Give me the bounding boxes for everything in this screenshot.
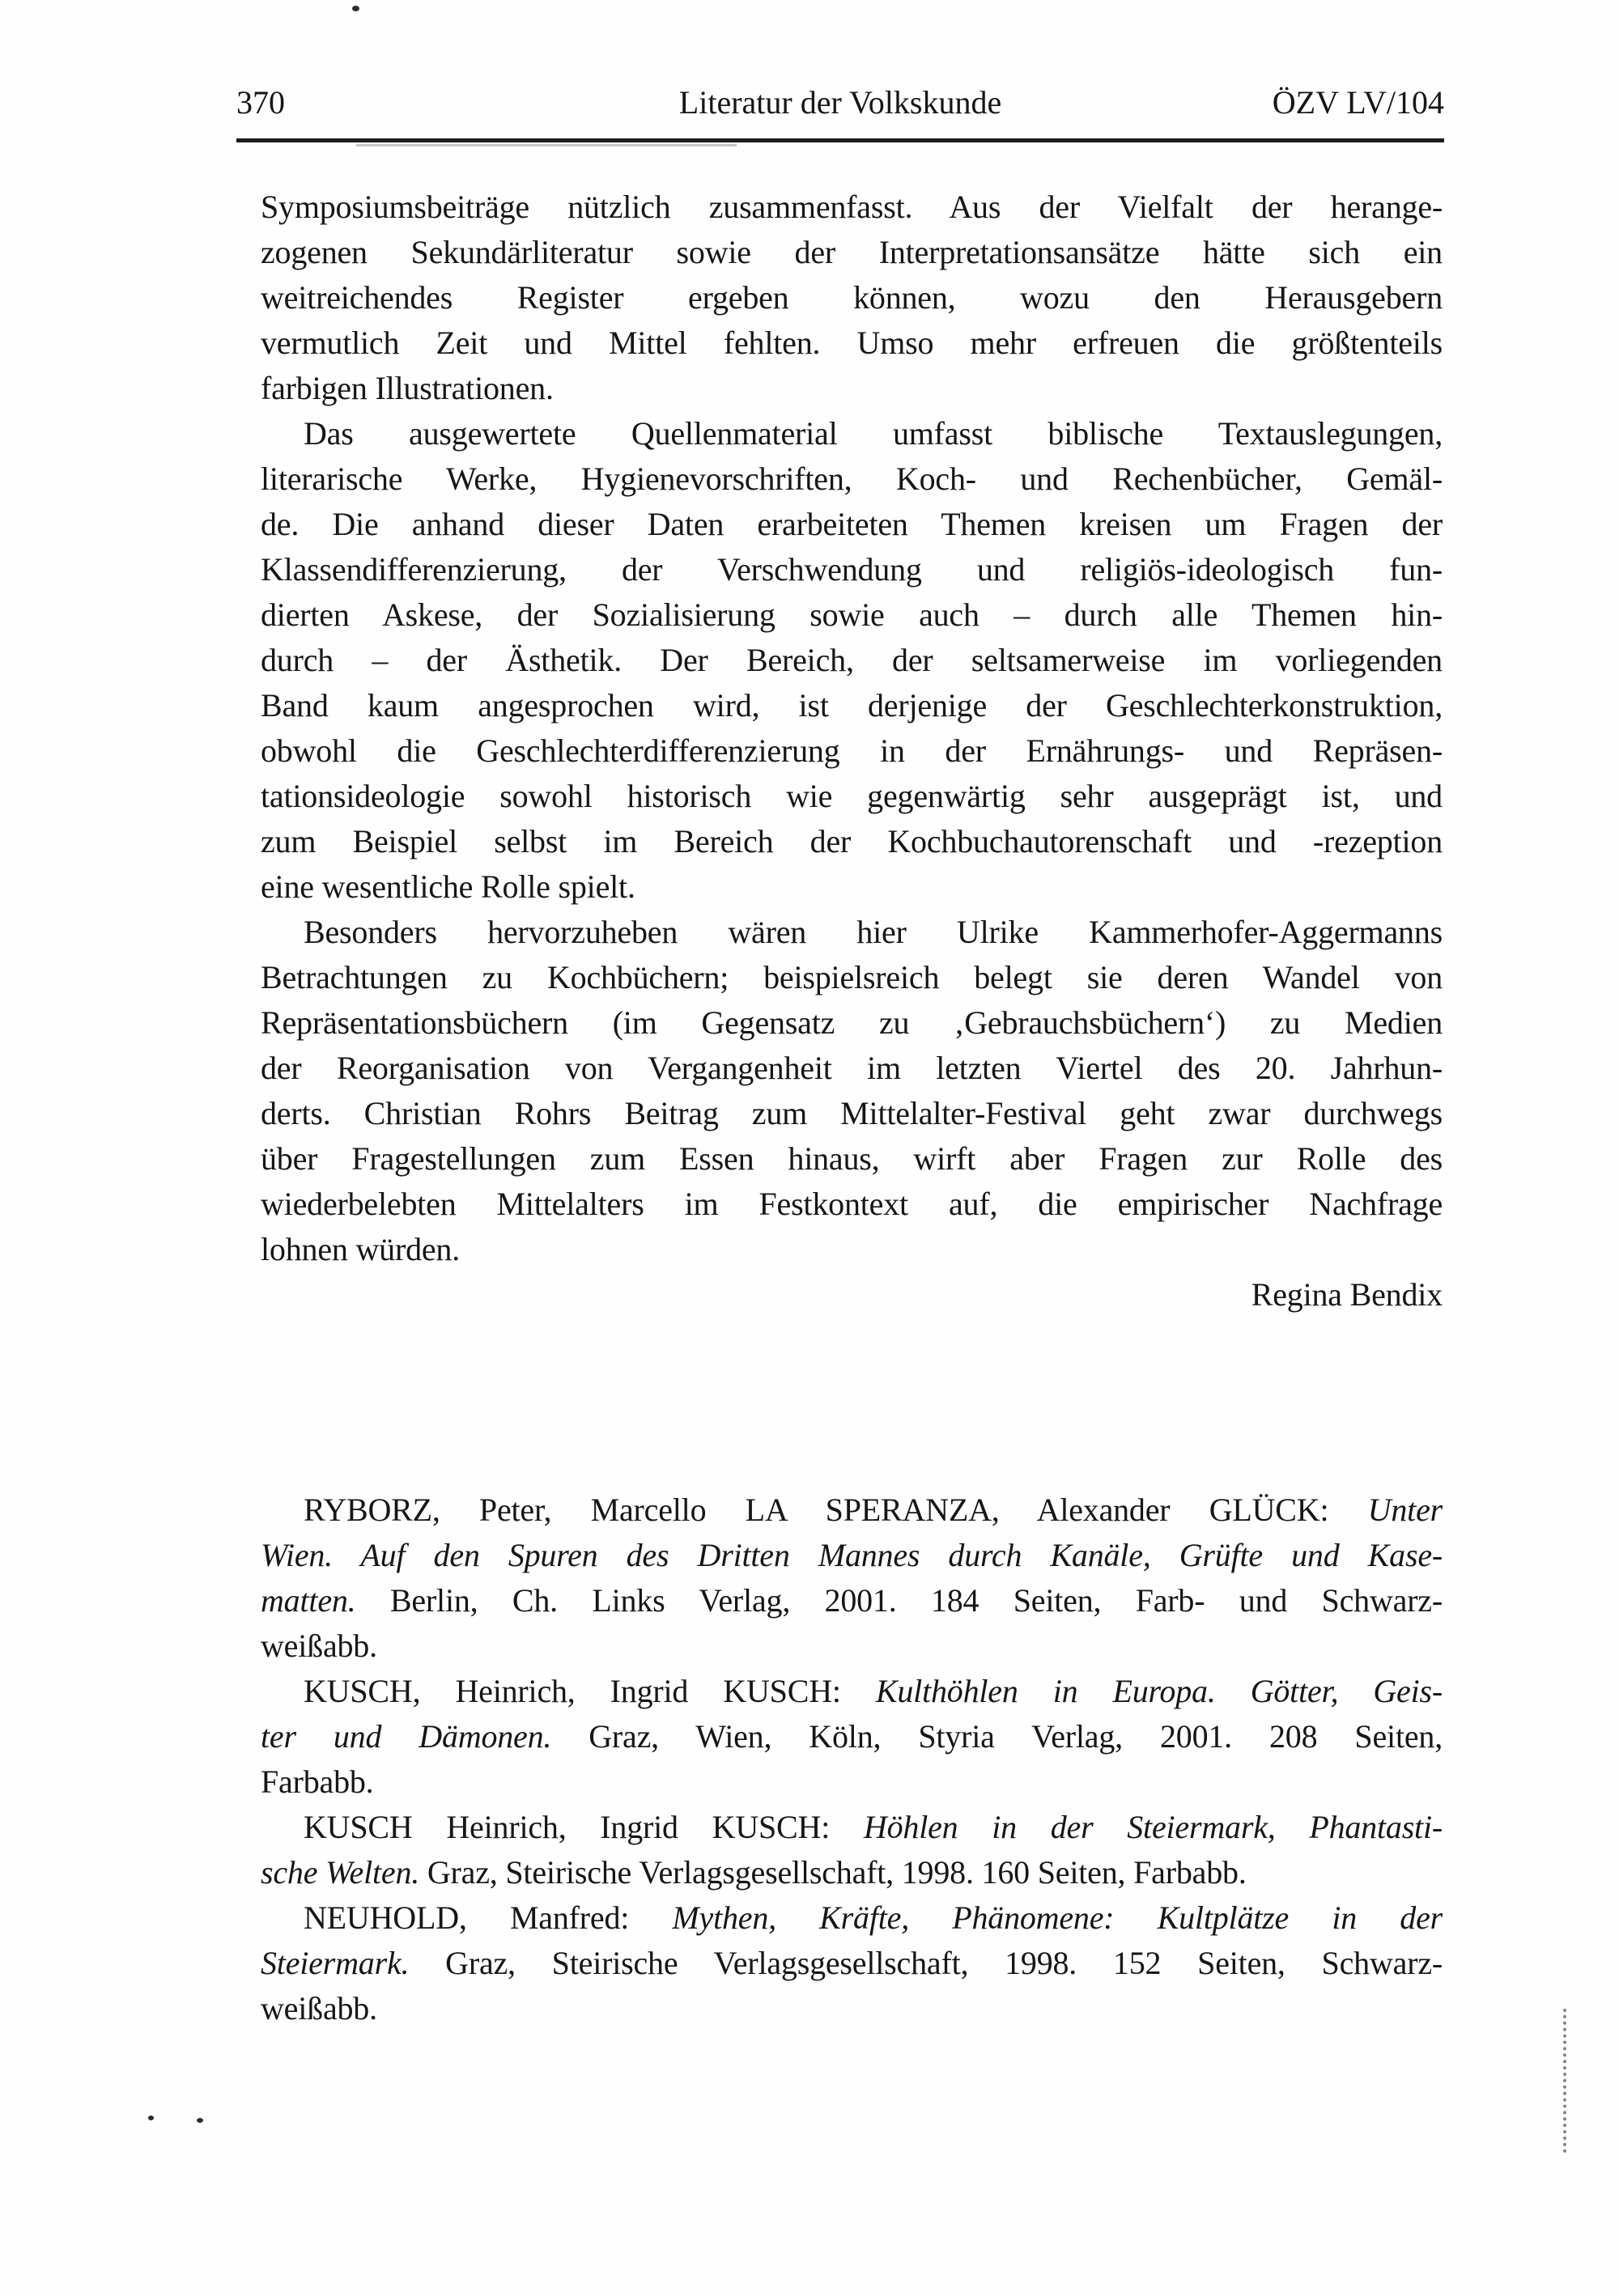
text-line [261,1578,1443,1623]
text-line [261,955,1443,1000]
text-line [261,1227,1443,1272]
text-segment: Berlin, Ch. Links Verlag, 2001. 184 Seiten, Farb- und Schwarz- [355,1582,1443,1619]
text-line [261,275,1443,320]
text-line [261,1941,1443,1986]
italic-title-text: Unter [1367,1492,1443,1528]
text-line [261,592,1443,638]
text-line [261,411,1443,456]
text-segment: wiederbelebten Mittelalters im Festkontext auf, die empirischer Nachfrage [261,1186,1443,1222]
scan-smudge [356,144,737,146]
text-line [261,1986,1443,2031]
scan-dotted-line [1563,2009,1566,2153]
text-segment: Graz, Steirische Verlagsgesellschaft, 1998. 152 Seiten, Schwarz- [409,1945,1443,1981]
text-segment: NEUHOLD, Manfred: [304,1899,673,1936]
text-segment: lohnen würden. [261,1231,461,1267]
text-line [261,230,1443,275]
text-line [261,683,1443,728]
page-number: 370 [236,84,285,121]
text-segment: KUSCH, Heinrich, Ingrid KUSCH: [304,1673,876,1709]
text-line [261,1046,1443,1091]
italic-title-text: ter und Dämonen. [261,1718,552,1755]
text-line [261,1895,1443,1941]
text-segment: Band kaum angesprochen wird, ist derjenige der Geschlechterkonstruktion, [261,687,1443,724]
text-segment: Betrachtungen zu Kochbüchern; beispielsreich belegt sie deren Wandel von [261,959,1443,995]
bibliography-entry [261,1669,1443,1805]
text-segment: derts. Christian Rohrs Beitrag zum Mittelalter-Festival geht zwar durchwegs [261,1095,1443,1131]
scan-speck [197,2118,203,2123]
text-line [261,1000,1443,1046]
italic-title-text: sche Welten. [261,1854,420,1891]
text-line [261,1850,1443,1895]
text-segment: dierten Askese, der Sozialisierung sowie auch – durch alle Themen hin- [261,596,1443,633]
text-segment: eine wesentliche Rolle spielt. [261,868,635,905]
scan-speck [148,2116,154,2120]
text-segment: de. Die anhand dieser Daten erarbeiteten Themen kreisen um Fragen der [261,506,1443,542]
text-column [261,185,1443,2031]
text-segment: zogenen Sekundärliteratur sowie der Interpretationsansätze hätte sich ein [261,234,1443,270]
text-line [261,1533,1443,1578]
text-segment: über Fragestellungen zum Essen hinaus, wirft aber Fragen zur Rolle des [261,1140,1443,1177]
header-rule [236,138,1444,142]
text-segment: Klassendifferenzierung, der Verschwendung und religiös-ideologisch fun- [261,551,1443,588]
text-segment: der Reorganisation von Vergangenheit im letzten Viertel des 20. Jahrhun- [261,1050,1443,1086]
bibliography-entries [261,1488,1443,2031]
text-line [261,819,1443,864]
text-line [261,320,1443,366]
reviewer-signature: Regina Bendix [1251,1276,1443,1313]
paragraph [261,411,1443,910]
text-segment: weißabb. [261,1990,377,2027]
text-segment: tationsideologie sowohl historisch wie gegenwärtig sehr ausgeprägt ist, und [261,778,1443,814]
bibliography-entry [261,1805,1443,1895]
italic-title-text: matten. [261,1582,356,1619]
text-segment: vermutlich Zeit und Mittel fehlten. Umso mehr erfreuen die größtenteils [261,325,1443,361]
text-line [261,638,1443,683]
text-line [261,774,1443,819]
text-line [261,1488,1443,1533]
text-line [261,502,1443,547]
italic-title-text: Wien. Auf den Spuren des Dritten Mannes durch Kanäle, Grüfte und Kase- [261,1537,1443,1573]
text-segment: weißabb. [261,1628,377,1664]
text-line [261,1136,1443,1182]
text-line [261,185,1443,230]
italic-title-text: Kulthöhlen in Europa. Götter, Geis- [875,1673,1443,1709]
text-line [261,1182,1443,1227]
text-line [261,1714,1443,1759]
text-segment: RYBORZ, Peter, Marcello LA SPERANZA, Alexander GLÜCK: [304,1492,1368,1528]
text-segment: KUSCH Heinrich, Ingrid KUSCH: [304,1809,864,1845]
text-line [261,547,1443,592]
text-segment: literarische Werke, Hygienevorschriften, Koch- und Rechenbücher, Gemäl- [261,460,1443,497]
text-segment: Symposiumsbeiträge nützlich zusammenfasst. Aus der Vielfalt der herange- [261,189,1443,225]
text-line [261,728,1443,774]
text-segment: Repräsentationsbüchern (im Gegensatz zu ‚Gebrauchsbüchern‘) zu Medien [261,1004,1443,1041]
text-segment: Graz, Wien, Köln, Styria Verlag, 2001. 208 Seiten, [551,1718,1443,1755]
italic-title-text: Höhlen in der Steiermark, Phantasti- [863,1809,1443,1845]
text-line [261,1623,1443,1669]
paragraph [261,185,1443,411]
text-line [261,864,1443,910]
text-segment: durch – der Ästhetik. Der Bereich, der seltsamerweise im vorliegenden [261,642,1443,678]
text-line [261,1091,1443,1136]
running-title: Literatur der Volkskunde [678,84,1002,121]
text-segment: obwohl die Geschlechterdifferenzierung in der Ernährungs- und Repräsen- [261,732,1443,769]
text-line [261,1669,1443,1714]
text-line [261,1759,1443,1805]
text-segment: weitreichendes Register ergeben können, wozu den Herausgebern [261,279,1443,316]
text-segment: Graz, Steirische Verlagsgesellschaft, 1998. 160 Seiten, Farbabb. [419,1854,1247,1891]
text-segment: farbigen Illustrationen. [261,370,554,406]
text-segment: Farbabb. [261,1763,374,1800]
bibliography-entry [261,1488,1443,1669]
text-line [261,910,1443,955]
scan-speck [352,6,359,11]
text-line [261,366,1443,411]
bibliography-entry [261,1895,1443,2031]
text-segment: Besonders hervorzuheben wären hier Ulrike Kammerhofer-Aggermanns [304,914,1443,950]
journal-volume-ref: ÖZV LV/104 [1272,84,1444,121]
paragraph [261,910,1443,1272]
italic-title-text: Steiermark. [261,1945,410,1981]
italic-title-text: Mythen, Kräfte, Phänomene: Kultplätze in der [672,1899,1443,1936]
review-paragraphs [261,185,1443,1272]
running-header [236,84,1444,125]
text-line [261,456,1443,502]
text-segment: Das ausgewertete Quellenmaterial umfasst biblische Textauslegungen, [304,415,1443,452]
text-segment: zum Beispiel selbst im Bereich der Kochbuchautorenschaft und -rezeption [261,823,1443,859]
text-line [261,1805,1443,1850]
